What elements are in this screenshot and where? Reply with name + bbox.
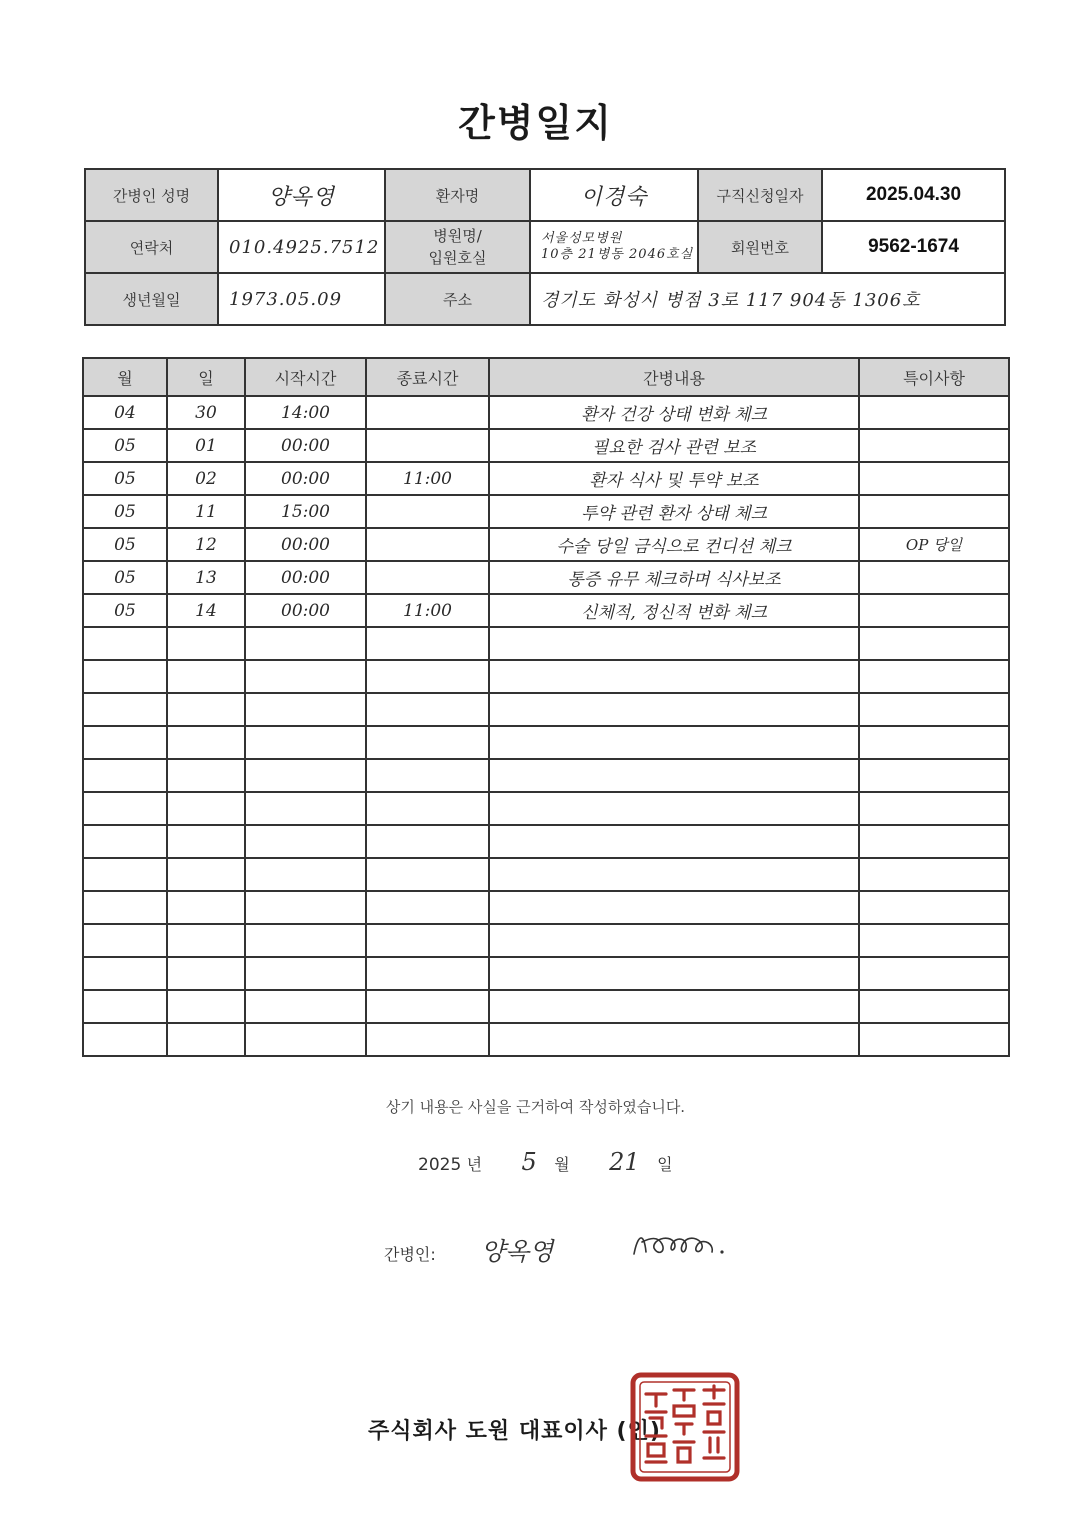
cell-day	[167, 858, 245, 891]
cell-month: 05	[83, 429, 167, 462]
log-row	[83, 495, 1009, 528]
cell-start	[245, 825, 366, 858]
cell-end	[366, 561, 489, 594]
cell-month	[83, 924, 167, 957]
page-title: 간병일지	[458, 101, 613, 145]
cell-day: 14	[167, 594, 245, 627]
address-label: 주소	[385, 273, 530, 325]
cell-month	[83, 660, 167, 693]
cell-month	[83, 957, 167, 990]
cell-note	[859, 495, 1009, 528]
cell-month: 05	[83, 528, 167, 561]
date-year: 2025	[418, 1155, 462, 1175]
patient-name-label: 환자명	[385, 169, 530, 221]
cell-content	[489, 924, 859, 957]
cell-start	[245, 759, 366, 792]
cell-day	[167, 792, 245, 825]
cell-day	[167, 627, 245, 660]
birth-value: 1973.05.09	[218, 273, 385, 325]
cell-note	[859, 693, 1009, 726]
cell-start	[245, 858, 366, 891]
cell-content	[489, 759, 859, 792]
cell-start	[245, 891, 366, 924]
apply-date: 2025.04.30	[822, 169, 1005, 221]
date-day: 21	[609, 1148, 640, 1176]
cell-content	[489, 792, 859, 825]
cell-start	[245, 990, 366, 1023]
cell-day	[167, 957, 245, 990]
cell-month	[83, 1023, 167, 1056]
header-end: 종료시간	[366, 358, 489, 396]
log-row	[83, 825, 1009, 858]
header-start: 시작시간	[245, 358, 366, 396]
care-log-body	[83, 396, 1009, 1056]
log-row	[83, 957, 1009, 990]
log-row	[83, 792, 1009, 825]
cell-end	[366, 858, 489, 891]
contact-label: 연락처	[85, 221, 218, 273]
caregiver-sign-line	[384, 1232, 553, 1268]
cell-content	[489, 726, 859, 759]
cell-end	[366, 825, 489, 858]
hospital-label-line2: 입원호실	[428, 249, 487, 267]
log-row	[83, 858, 1009, 891]
hospital-name: 서울성모병원	[541, 231, 623, 246]
cell-content	[489, 891, 859, 924]
cell-month	[83, 792, 167, 825]
cell-content	[489, 1023, 859, 1056]
cell-start: 14:00	[245, 396, 366, 429]
cell-month: 05	[83, 594, 167, 627]
header-day: 일	[167, 358, 245, 396]
log-row	[83, 891, 1009, 924]
cell-note	[859, 726, 1009, 759]
contact-value: 010.4925.7512	[218, 221, 385, 273]
cell-day	[167, 693, 245, 726]
cell-day: 02	[167, 462, 245, 495]
cell-end	[366, 660, 489, 693]
log-row	[83, 561, 1009, 594]
cell-end	[366, 726, 489, 759]
info-table	[84, 168, 1006, 326]
cell-month	[83, 726, 167, 759]
cell-note	[859, 396, 1009, 429]
cell-note	[859, 627, 1009, 660]
cell-note	[859, 924, 1009, 957]
cell-month	[83, 693, 167, 726]
cell-end	[366, 693, 489, 726]
cell-content	[489, 627, 859, 660]
log-row	[83, 726, 1009, 759]
cell-day	[167, 990, 245, 1023]
hospital-room: 10층 21병동 2046호실	[541, 247, 694, 262]
care-log-table	[82, 357, 1010, 1057]
cell-end	[366, 792, 489, 825]
cell-day: 13	[167, 561, 245, 594]
date-day-label: 일	[657, 1155, 673, 1174]
cell-note	[859, 957, 1009, 990]
cell-month	[83, 825, 167, 858]
log-row	[83, 660, 1009, 693]
cell-start: 00:00	[245, 429, 366, 462]
cell-content	[489, 858, 859, 891]
log-row	[83, 924, 1009, 957]
log-row	[83, 1023, 1009, 1056]
cell-end	[366, 627, 489, 660]
caregiver-sign-label: 간병인:	[384, 1245, 436, 1264]
caregiver-name-label: 간병인 성명	[85, 169, 218, 221]
cell-content: 환자 식사 및 투약 보조	[489, 462, 859, 495]
cell-day: 12	[167, 528, 245, 561]
header-note: 특이사항	[859, 358, 1009, 396]
cell-end: 11:00	[366, 462, 489, 495]
cell-month: 05	[83, 561, 167, 594]
cell-month	[83, 891, 167, 924]
cell-note: OP 당일	[859, 528, 1009, 561]
cell-month: 05	[83, 495, 167, 528]
cell-content	[489, 660, 859, 693]
patient-name: 이경숙	[530, 169, 698, 221]
cell-end	[366, 924, 489, 957]
signature-scribble	[628, 1224, 728, 1264]
cell-day	[167, 825, 245, 858]
cell-note	[859, 759, 1009, 792]
cell-day	[167, 924, 245, 957]
cell-start	[245, 957, 366, 990]
cell-start: 00:00	[245, 594, 366, 627]
cell-day	[167, 891, 245, 924]
cell-content	[489, 957, 859, 990]
header-content: 간병내용	[489, 358, 859, 396]
cell-month	[83, 627, 167, 660]
cell-end: 11:00	[366, 594, 489, 627]
cell-start: 00:00	[245, 561, 366, 594]
cell-day	[167, 1023, 245, 1056]
cell-month: 04	[83, 396, 167, 429]
cell-start	[245, 726, 366, 759]
cell-start	[245, 924, 366, 957]
cell-day	[167, 660, 245, 693]
cell-content: 수술 당일 금식으로 컨디션 체크	[489, 528, 859, 561]
cell-start: 00:00	[245, 462, 366, 495]
cell-note	[859, 1023, 1009, 1056]
cell-month	[83, 990, 167, 1023]
cell-day: 11	[167, 495, 245, 528]
birth-label: 생년월일	[85, 273, 218, 325]
cell-note	[859, 429, 1009, 462]
sign-date	[418, 1148, 677, 1176]
cell-end	[366, 396, 489, 429]
cell-note	[859, 594, 1009, 627]
cell-content	[489, 825, 859, 858]
cell-end	[366, 528, 489, 561]
log-row	[83, 429, 1009, 462]
cell-start	[245, 693, 366, 726]
hospital-label-line1: 병원명/	[433, 227, 482, 245]
cell-note	[859, 561, 1009, 594]
cell-start	[245, 1023, 366, 1056]
cell-end	[366, 429, 489, 462]
caregiver-sign-name: 양옥영	[480, 1237, 554, 1266]
log-row	[83, 693, 1009, 726]
log-row	[83, 759, 1009, 792]
date-month-label: 월	[554, 1155, 570, 1174]
cell-start: 00:00	[245, 528, 366, 561]
cell-end	[366, 1023, 489, 1056]
cell-month: 05	[83, 462, 167, 495]
cell-content: 환자 건강 상태 변화 체크	[489, 396, 859, 429]
cell-start	[245, 627, 366, 660]
log-row	[83, 990, 1009, 1023]
cell-start	[245, 792, 366, 825]
cell-end	[366, 990, 489, 1023]
apply-date-label: 구직신청일자	[698, 169, 822, 221]
company-seal-mark: (인)	[616, 1419, 661, 1444]
date-year-label: 년	[466, 1155, 483, 1174]
cell-start: 15:00	[245, 495, 366, 528]
date-month: 5	[521, 1148, 537, 1176]
cell-note	[859, 891, 1009, 924]
cell-content: 통증 유무 체크하며 식사보조	[489, 561, 859, 594]
cell-note	[859, 858, 1009, 891]
cell-content: 신체적, 정신적 변화 체크	[489, 594, 859, 627]
caregiver-name: 양옥영	[218, 169, 385, 221]
company-sign	[368, 1414, 661, 1445]
cell-month	[83, 759, 167, 792]
cell-content: 투약 관련 환자 상태 체크	[489, 495, 859, 528]
cell-day: 01	[167, 429, 245, 462]
cell-end	[366, 957, 489, 990]
cell-start	[245, 660, 366, 693]
cell-note	[859, 792, 1009, 825]
cell-end	[366, 495, 489, 528]
cell-note	[859, 462, 1009, 495]
log-row	[83, 396, 1009, 429]
cell-content: 필요한 검사 관련 보조	[489, 429, 859, 462]
address-value: 경기도 화성시 병점 3로 117 904동 1306호	[530, 273, 1005, 325]
cell-end	[366, 759, 489, 792]
log-row	[83, 594, 1009, 627]
company-name: 주식회사 도원 대표이사	[368, 1419, 608, 1444]
cell-day: 30	[167, 396, 245, 429]
hospital-label	[385, 221, 530, 273]
cell-day	[167, 759, 245, 792]
hospital-value	[530, 221, 698, 273]
header-month: 월	[83, 358, 167, 396]
log-row	[83, 462, 1009, 495]
log-row	[83, 528, 1009, 561]
cell-note	[859, 825, 1009, 858]
member-no-label: 회원번호	[698, 221, 822, 273]
cell-content	[489, 990, 859, 1023]
company-seal	[630, 1372, 740, 1482]
cell-note	[859, 990, 1009, 1023]
cell-day	[167, 726, 245, 759]
log-row	[83, 627, 1009, 660]
cell-note	[859, 660, 1009, 693]
cell-month	[83, 858, 167, 891]
cell-end	[366, 891, 489, 924]
member-no: 9562-1674	[822, 221, 1005, 273]
cell-content	[489, 693, 859, 726]
statement: 상기 내용은 사실을 근거하여 작성하였습니다.	[385, 1098, 686, 1116]
